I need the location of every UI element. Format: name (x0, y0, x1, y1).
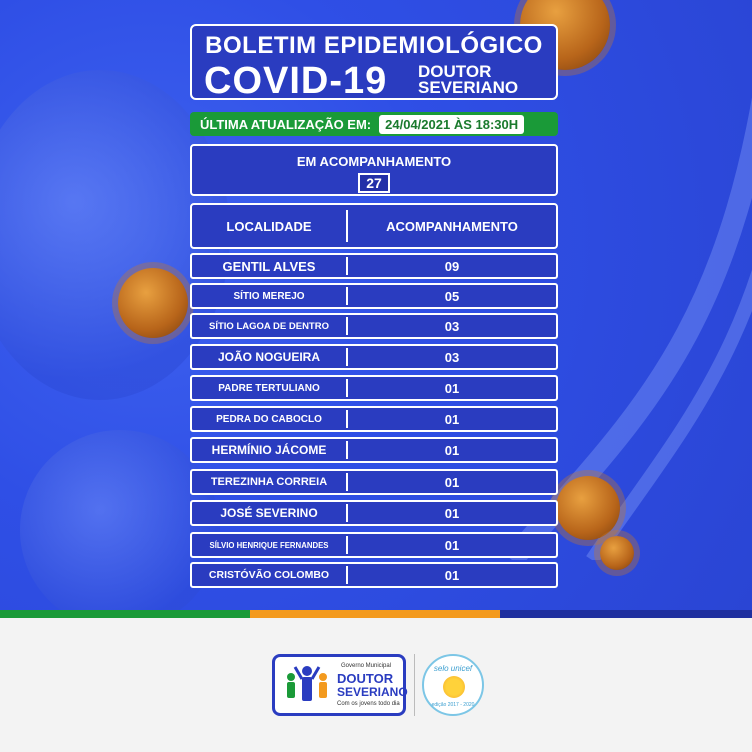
seal-bottom-text: edição 2017 - 2020 (431, 702, 475, 708)
table-row (190, 283, 558, 309)
title-city-line1: DOUTOR (418, 62, 492, 81)
table-row (190, 562, 558, 588)
header-acompanhamento: ACOMPANHAMENTO (386, 218, 518, 234)
virus-bottom-right-icon (556, 476, 620, 540)
row-value: 01 (444, 474, 460, 490)
table-row (190, 437, 558, 463)
table-row (190, 532, 558, 558)
title-line1: BOLETIM EPIDEMIOLÓGICO (205, 32, 543, 59)
row-value: 01 (444, 411, 460, 427)
row-value: 03 (444, 318, 460, 334)
row-value: 01 (444, 567, 460, 583)
logo-city2: SEVERIANO (337, 685, 408, 699)
unicef-seal (422, 654, 484, 716)
table-header (190, 203, 558, 249)
summary-label: EM ACOMPANHAMENTO (296, 154, 452, 169)
row-local: PEDRA DO CABOCLO (216, 413, 322, 425)
municipal-logo (272, 654, 406, 716)
row-local: SÍTIO MEREJO (233, 290, 305, 302)
virus-left-icon (118, 268, 188, 338)
stripe-green (0, 610, 250, 618)
header-localidade: LOCALIDADE (226, 218, 312, 234)
stripe-navy (500, 610, 752, 618)
row-local: SÍLVIO HENRIQUE FERNANDES (209, 540, 329, 550)
seal-top-text: selo unicef (433, 664, 473, 673)
row-value: 09 (444, 258, 460, 274)
row-local: JOÃO NOGUEIRA (217, 350, 320, 364)
sun-icon (443, 676, 465, 698)
row-local: SÍTIO LAGOA DE DENTRO (209, 320, 329, 332)
row-value: 01 (444, 505, 460, 521)
update-label: ÚLTIMA ATUALIZAÇÃO EM: (200, 116, 372, 132)
table-row (190, 313, 558, 339)
title-covid: COVID-19 (204, 60, 388, 102)
virus-bottom-right-small-icon (600, 536, 634, 570)
row-value: 03 (444, 349, 460, 365)
title-city-line2: SEVERIANO (418, 78, 519, 97)
stripe-orange (250, 610, 500, 618)
table-row (190, 253, 558, 279)
logo-city1: DOUTOR (337, 671, 394, 686)
people-logo-icon (281, 663, 333, 707)
summary-panel (190, 144, 558, 196)
gov-label: Governo Municipal (341, 663, 392, 669)
summary-value: 27 (358, 173, 390, 193)
table-row (190, 500, 558, 526)
title-box (190, 24, 558, 100)
update-bar (190, 112, 558, 136)
logo-tagline: Com os jovens todo dia (337, 701, 400, 707)
row-value: 01 (444, 537, 460, 553)
row-local: GENTIL ALVES (222, 258, 316, 274)
row-local: PADRE TERTULIANO (218, 382, 320, 394)
row-value: 01 (444, 380, 460, 396)
row-local: HERMÍNIO JÁCOME (211, 443, 327, 457)
logo-divider (414, 654, 415, 716)
table-row (190, 469, 558, 495)
row-local: CRISTÓVÃO COLOMBO (208, 569, 330, 581)
table-row (190, 344, 558, 370)
row-local: JOSÉ SEVERINO (220, 506, 318, 520)
table-row (190, 375, 558, 401)
title-city (418, 64, 518, 96)
row-value: 05 (444, 288, 460, 304)
row-local: TEREZINHA CORREIA (210, 476, 328, 488)
row-value: 01 (444, 442, 460, 458)
table-row (190, 406, 558, 432)
update-value: 24/04/2021 ÀS 18:30H (379, 115, 524, 134)
